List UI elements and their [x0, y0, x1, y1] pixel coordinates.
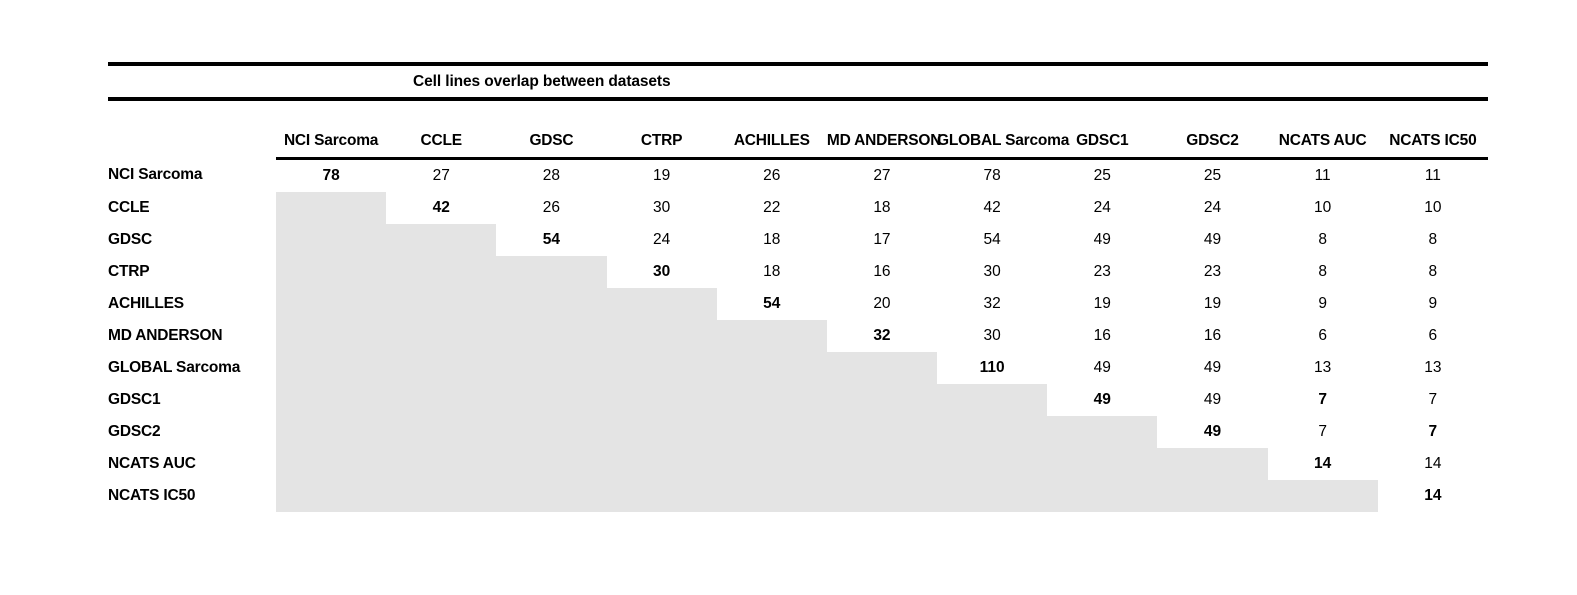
matrix-cell-empty: [276, 288, 386, 320]
matrix-cell-empty: [607, 448, 717, 480]
matrix-cell-empty: [827, 384, 937, 416]
matrix-cell-value: 8: [1318, 231, 1327, 248]
column-header-gdsc1: GDSC1: [1047, 125, 1157, 159]
matrix-cell-value: 49: [1203, 391, 1222, 408]
table-row: [108, 192, 1488, 224]
matrix-cell-empty: [1047, 480, 1157, 512]
table-container: [108, 62, 1488, 512]
matrix-cell-value: 30: [652, 263, 671, 280]
table-row: [108, 352, 1488, 384]
matrix-cell-value: 23: [1203, 263, 1222, 280]
matrix-cell-value: 49: [1093, 359, 1111, 376]
table-row: [108, 480, 1488, 512]
matrix-cell-value: 24: [1093, 199, 1111, 216]
matrix-cell-empty: [937, 416, 1047, 448]
matrix-cell-value: 8: [1428, 231, 1438, 248]
column-header-ncats-ic50: NCATS IC50: [1378, 125, 1488, 159]
row-header: GDSC: [108, 231, 152, 248]
matrix-cell-empty: [717, 480, 827, 512]
table-row: [108, 320, 1488, 352]
matrix-cell-empty: [276, 192, 386, 224]
matrix-cell-value: 19: [1093, 295, 1111, 312]
matrix-cell-empty: [386, 480, 496, 512]
matrix-cell-value: 17: [873, 231, 891, 248]
matrix-cell-empty: [717, 352, 827, 384]
matrix-cell-empty: [386, 288, 496, 320]
matrix-cell-value: 25: [1203, 167, 1222, 184]
matrix-cell-empty: [276, 224, 386, 256]
row-header: CTRP: [108, 263, 150, 280]
matrix-cell-empty: [496, 352, 606, 384]
matrix-cell-value: 42: [432, 199, 450, 216]
row-header: GLOBAL Sarcoma: [108, 359, 241, 376]
matrix-cell-value: 27: [873, 167, 891, 184]
table-row: [108, 384, 1488, 416]
table-header: [108, 125, 1488, 159]
matrix-cell-empty: [496, 480, 606, 512]
matrix-cell-value: 24: [1203, 199, 1222, 216]
matrix-cell-empty: [276, 256, 386, 288]
row-header: NCATS IC50: [108, 487, 196, 504]
table-caption: Cell lines overlap between datasets: [413, 73, 671, 90]
column-header-ccle: CCLE: [386, 125, 496, 159]
matrix-cell-empty: [386, 384, 496, 416]
matrix-cell-value: 11: [1424, 167, 1441, 184]
matrix-cell-empty: [827, 416, 937, 448]
table-row: [108, 256, 1488, 288]
column-header-gdsc2: GDSC2: [1157, 125, 1267, 159]
matrix-cell-empty: [386, 416, 496, 448]
matrix-cell-empty: [386, 352, 496, 384]
row-header: NCATS AUC: [108, 455, 196, 472]
matrix-cell-value: 32: [873, 327, 891, 344]
row-header: NCI Sarcoma: [108, 166, 203, 184]
matrix-cell-empty: [496, 416, 606, 448]
column-header-global-sarcoma: GLOBAL Sarcoma: [937, 125, 1047, 159]
matrix-cell-empty: [607, 480, 717, 512]
matrix-cell-empty: [496, 288, 606, 320]
matrix-cell-empty: [386, 256, 496, 288]
matrix-cell-value: 16: [1093, 327, 1111, 344]
matrix-cell-empty: [276, 480, 386, 512]
matrix-cell-value: 10: [1424, 199, 1442, 216]
table-row: [108, 288, 1488, 320]
table-row: [108, 159, 1488, 193]
matrix-cell-value: 26: [763, 167, 781, 184]
matrix-cell-value: 11: [1314, 167, 1331, 184]
matrix-cell-empty: [717, 448, 827, 480]
column-header-achilles: ACHILLES: [717, 125, 827, 159]
matrix-cell-empty: [1268, 480, 1378, 512]
column-header-ncats-auc: NCATS AUC: [1268, 125, 1378, 159]
table-row: [108, 224, 1488, 256]
matrix-cell-value: 49: [1203, 359, 1222, 376]
matrix-cell-value: 16: [873, 263, 891, 280]
row-header: MD ANDERSON: [108, 327, 223, 344]
column-header-md-anderson: MD ANDERSON: [827, 125, 937, 159]
matrix-cell-empty: [496, 256, 606, 288]
matrix-cell-empty: [827, 352, 937, 384]
matrix-cell-value: 9: [1318, 295, 1327, 312]
matrix-cell-empty: [607, 384, 717, 416]
matrix-cell-value: 30: [983, 327, 1001, 344]
matrix-cell-value: 78: [322, 167, 340, 184]
matrix-cell-empty: [607, 288, 717, 320]
column-header-ctrp: CTRP: [607, 125, 717, 159]
matrix-cell-empty: [1047, 416, 1157, 448]
table-body: [108, 159, 1488, 513]
matrix-cell-value: 27: [432, 167, 450, 184]
matrix-cell-value: 18: [763, 263, 781, 280]
matrix-cell-value: 32: [983, 295, 1001, 312]
matrix-cell-value: 13: [1424, 359, 1442, 376]
matrix-cell-value: 14: [1424, 455, 1442, 472]
matrix-cell-value: 25: [1093, 167, 1111, 184]
matrix-cell-value: 24: [652, 231, 671, 248]
matrix-cell-value: 6: [1318, 327, 1327, 344]
matrix-cell-value: 6: [1428, 327, 1438, 344]
matrix-cell-empty: [1157, 480, 1267, 512]
matrix-cell-empty: [937, 384, 1047, 416]
matrix-cell-empty: [827, 448, 937, 480]
matrix-cell-value: 54: [763, 295, 781, 312]
table-caption-rule: [108, 97, 1488, 101]
matrix-cell-empty: [717, 320, 827, 352]
matrix-cell-value: 22: [763, 199, 781, 216]
matrix-cell-empty: [937, 448, 1047, 480]
matrix-cell-value: 7: [1318, 391, 1327, 408]
matrix-cell-value: 49: [1203, 423, 1222, 440]
matrix-cell-empty: [717, 384, 827, 416]
column-header-nci-sarcoma: NCI Sarcoma: [276, 125, 386, 159]
overlap-matrix-table: [108, 125, 1488, 512]
matrix-cell-empty: [386, 320, 496, 352]
matrix-cell-value: 78: [983, 167, 1001, 184]
matrix-cell-empty: [827, 480, 937, 512]
matrix-cell-value: 20: [873, 295, 891, 312]
matrix-cell-empty: [607, 352, 717, 384]
row-header: ACHILLES: [108, 295, 184, 312]
matrix-cell-empty: [717, 416, 827, 448]
matrix-cell-value: 13: [1314, 359, 1332, 376]
matrix-cell-empty: [386, 224, 496, 256]
matrix-cell-value: 7: [1428, 391, 1438, 408]
matrix-cell-empty: [607, 320, 717, 352]
matrix-cell-value: 18: [763, 231, 781, 248]
matrix-cell-value: 28: [542, 167, 561, 184]
matrix-cell-empty: [607, 416, 717, 448]
row-header: GDSC1: [108, 391, 161, 408]
matrix-cell-value: 7: [1428, 423, 1438, 440]
matrix-cell-empty: [496, 320, 606, 352]
matrix-cell-value: 54: [983, 231, 1001, 248]
matrix-cell-value: 42: [983, 199, 1001, 216]
matrix-cell-value: 18: [873, 199, 891, 216]
table-row: [108, 416, 1488, 448]
matrix-cell-value: 19: [1203, 295, 1222, 312]
matrix-cell-empty: [937, 480, 1047, 512]
matrix-cell-value: 8: [1428, 263, 1438, 280]
matrix-cell-value: 49: [1093, 391, 1111, 408]
matrix-cell-value: 110: [979, 359, 1005, 376]
matrix-cell-value: 26: [542, 199, 561, 216]
matrix-cell-value: 16: [1203, 327, 1222, 344]
matrix-cell-empty: [276, 384, 386, 416]
matrix-cell-value: 49: [1093, 231, 1111, 248]
matrix-cell-value: 14: [1424, 487, 1442, 504]
row-header: CCLE: [108, 199, 150, 216]
matrix-cell-value: 9: [1428, 295, 1438, 312]
matrix-cell-value: 8: [1318, 263, 1327, 280]
matrix-cell-empty: [276, 448, 386, 480]
matrix-cell-value: 49: [1203, 231, 1222, 248]
matrix-cell-value: 30: [983, 263, 1001, 280]
matrix-cell-empty: [1047, 448, 1157, 480]
matrix-cell-value: 19: [652, 167, 671, 184]
matrix-cell-empty: [276, 416, 386, 448]
matrix-cell-empty: [276, 320, 386, 352]
table-row: [108, 448, 1488, 480]
matrix-cell-value: 10: [1314, 199, 1332, 216]
matrix-cell-empty: [1157, 448, 1267, 480]
matrix-cell-empty: [496, 448, 606, 480]
matrix-cell-value: 14: [1314, 455, 1332, 472]
matrix-cell-empty: [496, 384, 606, 416]
matrix-cell-value: 23: [1093, 263, 1111, 280]
matrix-cell-empty: [386, 448, 496, 480]
column-header-gdsc: GDSC: [496, 125, 606, 159]
table-header-row: [108, 125, 1488, 159]
matrix-cell-value: 7: [1318, 423, 1327, 440]
matrix-cell-value: 30: [652, 199, 671, 216]
matrix-cell-empty: [276, 352, 386, 384]
row-header: GDSC2: [108, 423, 161, 440]
table-corner-cell: [108, 125, 276, 159]
matrix-cell-value: 54: [542, 231, 561, 248]
